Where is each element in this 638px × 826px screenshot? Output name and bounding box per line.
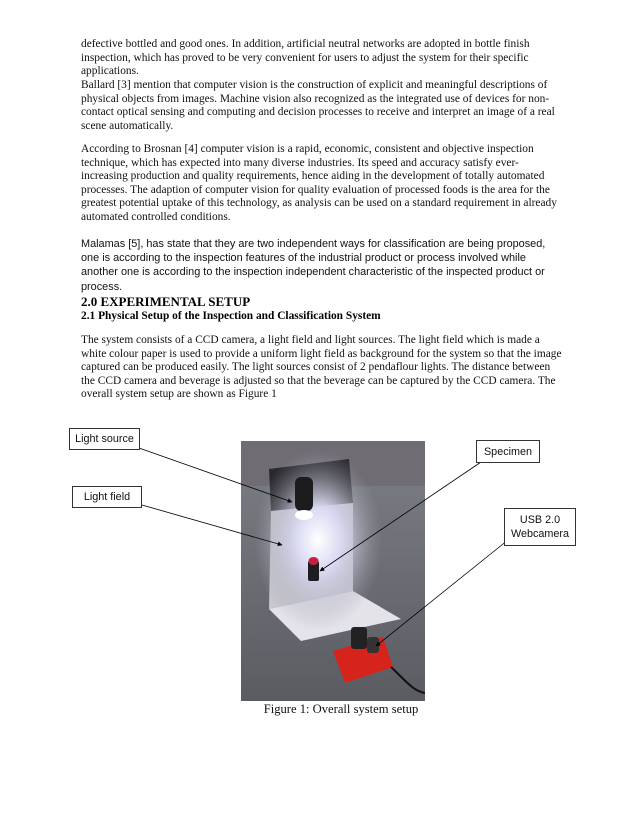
light-source-lamp [295, 477, 313, 511]
callout-light-source-text: Light source [75, 433, 134, 445]
system-setup-photo [241, 441, 425, 701]
callout-webcam-line1: USB 2.0 [519, 514, 561, 526]
paragraph-ballard: Ballard [3] mention that computer vision is the construction of explicit and meaningful descriptions of physical objects from images. Machine vision also recognized as the integrated use of devices for non-contact optical sensing and computing and decision processes to receive and interpret an image of a real scene automatically. [81, 79, 555, 132]
webcam-lens [367, 637, 379, 653]
webcam-body [351, 627, 367, 649]
specimen-cap [309, 557, 319, 565]
figure-caption: Figure 1: Overall system setup [263, 702, 419, 716]
subsection-heading: 2.1 Physical Setup of the Inspection and Classification System [81, 310, 381, 322]
lamp-bulb [295, 510, 313, 520]
callout-light-field-text: Light field [83, 491, 131, 503]
section-heading: 2.0 EXPERIMENTAL SETUP [81, 294, 251, 309]
callout-specimen [476, 440, 540, 463]
callout-light-field [72, 486, 142, 508]
paragraph-system-setup: The system consists of a CCD camera, a light field and light sources. The light field which is made a white colour paper is used to provide a uniform light field as background for the system so that the image captured can be produced easily. The light sources consist of 2 pendaflour lights. The distance between the CCD camera and beverage is adjusted so that the beverage can be captured by the CCD camera. The overall system setup are shown as Figure 1 [81, 334, 562, 401]
light-glow [241, 441, 425, 701]
callout-light-source [69, 428, 140, 450]
callout-specimen-text: Specimen [483, 445, 532, 458]
callout-webcam [504, 508, 576, 546]
paragraph-bottle-inspection: defective bottled and good ones. In addition, artificial neutral networks are adopted in bottle finish inspection, which has proved to be very convenient for users to adjust the system for their specific applications. [81, 38, 530, 78]
callout-webcam-line2: Webcamera [510, 528, 569, 540]
paragraph-malamas: Malamas [5], has state that they are two independent ways for classification are being proposed, one is according to the inspection features of the industrial product or process involved while another one is according to the inspection independent characteristic of the inspected product or process. [81, 238, 546, 293]
paragraph-brosnan: According to Brosnan [4] computer vision is a rapid, economic, consistent and objective inspection technique, which has expected into many diverse industries. Its speed and accuracy satisfy ever-increasing production and quality requirements, hence aiding in the development of totally automated processes. The adaption of computer vision for quality evaluation of processed foods is the area for the greatest potential uptake of this technology, as analysis can be used on a standard requirement in already automated controlled conditions. [81, 143, 557, 223]
